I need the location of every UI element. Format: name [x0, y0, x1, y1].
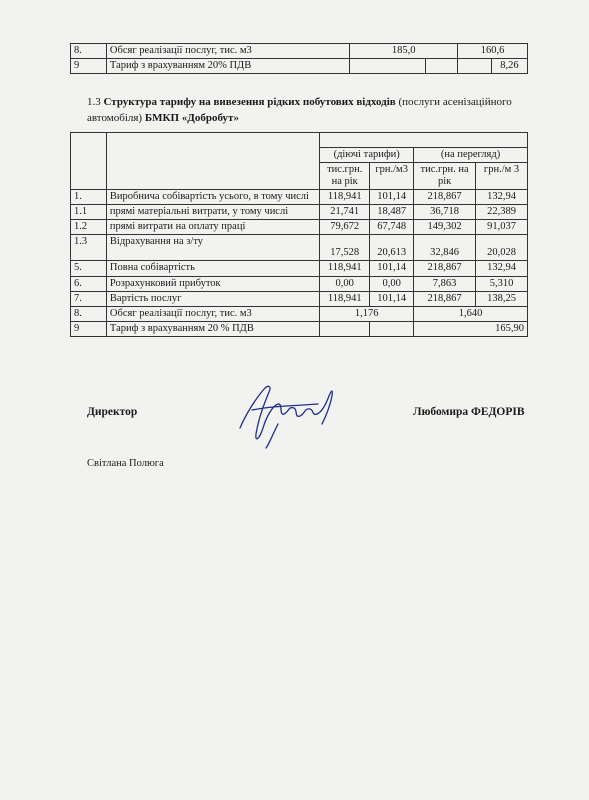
table-row: [71, 235, 528, 261]
value-cell: 36,718: [414, 205, 476, 220]
empty-cell: [458, 59, 492, 74]
value-cell: 185,0: [350, 44, 458, 59]
organization-name: БМКП «Добробут»: [144, 112, 239, 124]
row-number: 9: [71, 321, 107, 336]
value-cell: 32,846: [414, 235, 476, 261]
section-subtitle: (послуги асенізаційного автомобіля): [87, 96, 512, 124]
empty-cell: [320, 321, 370, 336]
value-cell: 101,14: [370, 291, 414, 306]
value-cell: 7,863: [414, 276, 476, 291]
value-cell: 21,741: [320, 205, 370, 220]
value-cell: 218,867: [414, 190, 476, 205]
value-cell: 149,302: [414, 220, 476, 235]
value-cell: 118,941: [320, 190, 370, 205]
group-header-current: (діючі тарифи): [320, 148, 414, 163]
empty-cell: [426, 59, 458, 74]
value-cell: 17,528: [320, 235, 370, 261]
table-row: [71, 321, 528, 336]
row-number: 7.: [71, 291, 107, 306]
value-cell: 101,14: [370, 261, 414, 276]
table-row: [71, 59, 528, 74]
row-label: Тариф з врахуванням 20% ПДВ: [106, 59, 349, 74]
handwritten-signature: [232, 376, 342, 451]
value-cell: 101,14: [370, 190, 414, 205]
row-number: 1.3: [71, 235, 107, 261]
row-number: 1.1: [71, 205, 107, 220]
value-cell: 218,867: [414, 291, 476, 306]
column-header: тис.грн. на рік: [414, 163, 476, 190]
value-cell: 91,037: [476, 220, 528, 235]
value-cell: 67,748: [370, 220, 414, 235]
row-number: 6.: [71, 276, 107, 291]
row-label: Обсяг реалізації послуг, тис. м3: [106, 44, 349, 59]
header-cell: [106, 133, 319, 190]
row-number: 1.2: [71, 220, 107, 235]
table-row: [71, 276, 528, 291]
value-cell: 132,94: [476, 261, 528, 276]
section-heading: [87, 94, 527, 126]
table-header-row: [71, 133, 528, 148]
value-cell: 165,90: [414, 321, 528, 336]
value-cell: 18,487: [370, 205, 414, 220]
row-number: 5.: [71, 261, 107, 276]
value-cell: 1,176: [320, 306, 414, 321]
value-cell: 22,389: [476, 205, 528, 220]
row-label: Тариф з врахуванням 20 % ПДВ: [106, 321, 319, 336]
table-row: [71, 190, 528, 205]
value-cell: 132,94: [476, 190, 528, 205]
row-label: Виробнича собівартість усього, в тому числі: [106, 190, 319, 205]
row-number: 1.: [71, 190, 107, 205]
row-label: Вартість послуг: [106, 291, 319, 306]
value-cell: 138,25: [476, 291, 528, 306]
column-header: грн./м 3: [476, 163, 528, 190]
value-cell: 79,672: [320, 220, 370, 235]
table-row: [71, 220, 528, 235]
continued-tariff-table: [70, 43, 528, 74]
row-label: Повна собівартість: [106, 261, 319, 276]
director-name: Любомира ФЕДОРІВ: [413, 406, 525, 418]
value-cell: 1,640: [414, 306, 528, 321]
value-cell: 118,941: [320, 291, 370, 306]
header-cell: [320, 133, 528, 148]
row-number: 8.: [71, 44, 107, 59]
row-number: 9: [71, 59, 107, 74]
value-cell: 5,310: [476, 276, 528, 291]
section-title: Структура тарифу на вивезення рідких побутових відходів: [103, 96, 396, 108]
value-cell: 118,941: [320, 261, 370, 276]
column-header: грн./м3: [370, 163, 414, 190]
table-row: [71, 261, 528, 276]
table-row: [71, 44, 528, 59]
empty-cell: [350, 59, 426, 74]
column-header: тис.грн. на рік: [320, 163, 370, 190]
row-label: Відрахування на з/ту: [106, 235, 319, 261]
group-header-review: (на перегляд): [414, 148, 528, 163]
table-row: [71, 205, 528, 220]
tariff-structure-table: [70, 132, 528, 337]
table-row: [71, 306, 528, 321]
value-cell: 218,867: [414, 261, 476, 276]
value-cell: 20,613: [370, 235, 414, 261]
value-cell: 0,00: [370, 276, 414, 291]
value-cell: 8,26: [491, 59, 527, 74]
table-row: [71, 291, 528, 306]
header-cell: [71, 133, 107, 190]
row-label: прямі матеріальні витрати, у тому числі: [106, 205, 319, 220]
value-cell: 0,00: [320, 276, 370, 291]
row-number: 8.: [71, 306, 107, 321]
value-cell: 20,028: [476, 235, 528, 261]
value-cell: 160,6: [458, 44, 528, 59]
row-label: Обсяг реалізації послуг, тис. м3: [106, 306, 319, 321]
row-label: Розрахунковий прибуток: [106, 276, 319, 291]
empty-cell: [370, 321, 414, 336]
row-label: прямі витрати на оплату праці: [106, 220, 319, 235]
director-title: Директор: [87, 406, 138, 418]
section-number: 1.3: [87, 96, 101, 108]
author-name: Світлана Полюга: [87, 458, 164, 469]
